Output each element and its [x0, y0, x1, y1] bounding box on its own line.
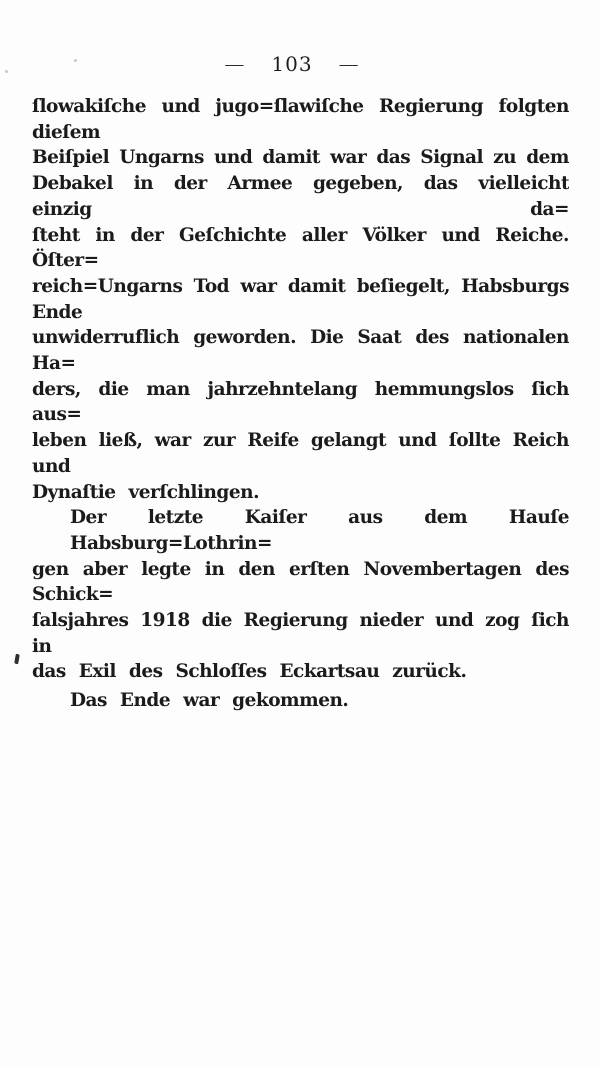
- page-body: [32, 94, 569, 714]
- text-line: ders, die man jahrzehntelang hemmungslos ſich aus=: [32, 378, 569, 426]
- text-line: ſalsjahres 1918 die Regierung nieder und zog ſich in: [32, 610, 569, 657]
- header-right-dash: —: [338, 54, 360, 74]
- scan-speck: [74, 59, 77, 62]
- text-line: Das Ende war gekommen.: [70, 690, 349, 712]
- text-line: gen aber legte in den erſten Novembertagen des Schick=: [32, 558, 569, 606]
- text-line: Dynaſtie verſchlingen.: [32, 481, 260, 503]
- paragraph: [32, 688, 569, 714]
- text-line: das Exil des Schloſſes Eckartsau zurück.: [32, 661, 467, 683]
- text-line: unwiderruflich geworden. Die Saat des nationalen Ha=: [32, 327, 569, 375]
- scan-speck: [5, 70, 8, 73]
- text-line: Der letzte Kaiſer aus dem Hauſe Habsburg=Lothrin=: [70, 507, 569, 554]
- text-line: reich=Ungarns Tod war damit beſiegelt, Habsburgs Ende: [32, 275, 569, 323]
- ink-speck: [14, 654, 20, 665]
- text-line: ſteht in der Geſchichte aller Völker und Reiche. Öſter=: [32, 224, 569, 272]
- text-line: ſlowakiſche und jugo=ſlawiſche Regierung folgten dieſem: [32, 96, 569, 143]
- text-line: Beiſpiel Ungarns und damit war das Signal zu dem: [32, 147, 569, 169]
- page-number: 103: [271, 52, 313, 76]
- header-left-dash: —: [224, 54, 246, 74]
- text-line: leben ließ, war zur Reife gelangt und ſollte Reich und: [32, 430, 569, 477]
- paragraph: [32, 505, 569, 685]
- page-header: [0, 52, 592, 76]
- paragraph: [32, 94, 569, 505]
- text-line: Debakel in der Armee gegeben, das vielleicht einzig da=: [32, 173, 569, 220]
